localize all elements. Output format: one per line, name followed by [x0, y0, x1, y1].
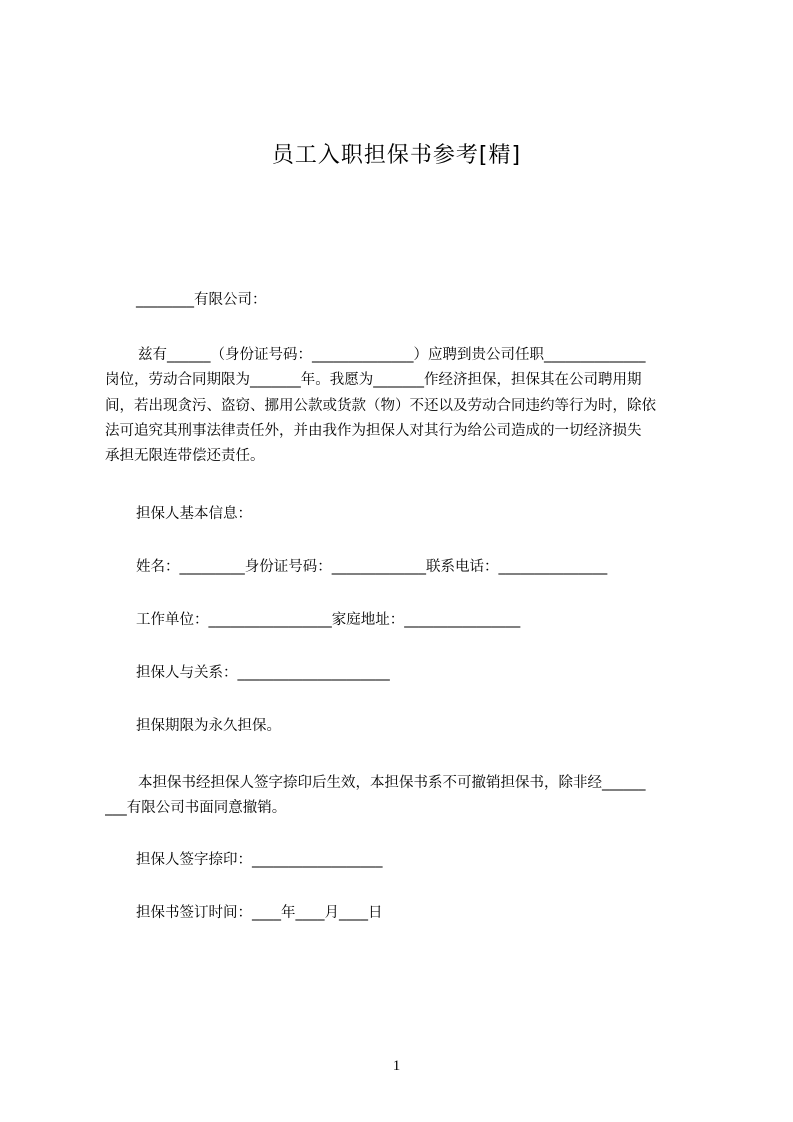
- main-paragraph-line: 承担无限连带偿还责任。: [105, 448, 265, 465]
- guarantor-name-line: 姓名：_________身份证号码：_____________联系电话：_______________: [136, 559, 608, 575]
- guarantee-period-line: 担保期限为永久担保。: [136, 718, 281, 734]
- main-paragraph-line: 岗位，劳动合同期限为_______年。我愿为_______作经济担保，担保其在公司聘用期: [105, 372, 642, 389]
- guarantor-relation-line: 担保人与关系：_____________________: [136, 665, 390, 681]
- main-paragraph-line: 兹有______（身份证号码：______________）应聘到贵公司任职______________: [138, 347, 646, 363]
- page-title: 员工入职担保书参考[精]: [271, 143, 522, 168]
- main-paragraph: [105, 343, 705, 469]
- signing-date-line: 担保书签订时间：____年____月____日: [136, 905, 383, 921]
- guarantor-signature-line: 担保人签字捺印：__________________: [136, 852, 383, 868]
- guarantor-work-line: 工作单位：_________________家庭地址：________________: [136, 612, 521, 628]
- page-number: 1: [392, 1058, 401, 1074]
- addressee-line: ________有限公司：: [136, 292, 267, 308]
- effect-paragraph-line: 本担保书经担保人签字捺印后生效，本担保书系不可撤销担保书，除非经______: [138, 775, 646, 791]
- effect-paragraph: [105, 771, 705, 822]
- effect-paragraph-line: ___有限公司书面同意撤销。: [105, 800, 287, 817]
- main-paragraph-line: 间，若出现贪污、盗窃、挪用公款或货款（物）不还以及劳动合同违约等行为时，除依: [105, 397, 656, 414]
- guarantor-info-heading: 担保人基本信息：: [136, 506, 252, 522]
- main-paragraph-line: 法可追究其刑事法律责任外，并由我作为担保人对其行为给公司造成的一切经济损失: [105, 422, 642, 439]
